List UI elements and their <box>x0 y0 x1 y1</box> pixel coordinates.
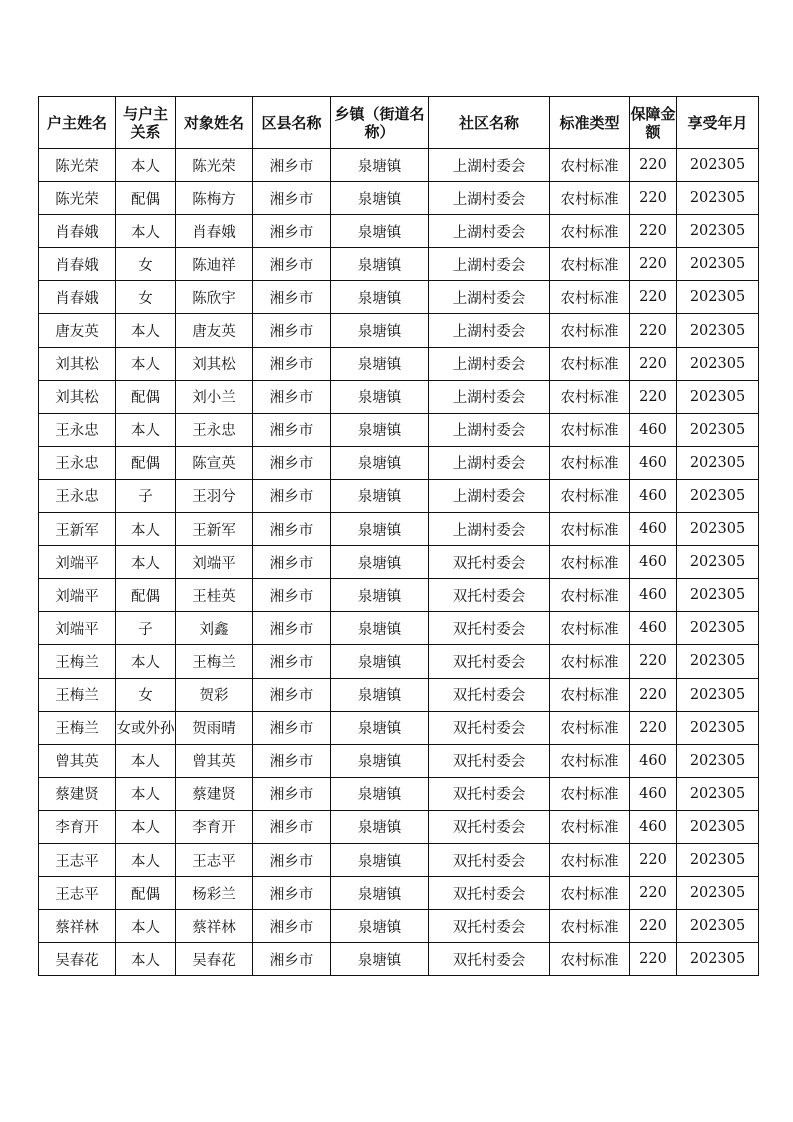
cell-community-name: 双托村委会 <box>429 777 550 810</box>
header-householder-name: 户主姓名 <box>39 97 116 149</box>
header-recipient-name: 对象姓名 <box>176 97 253 149</box>
cell-relationship: 本人 <box>116 513 176 546</box>
cell-township-name: 泉塘镇 <box>331 910 429 943</box>
table-row <box>39 248 759 281</box>
cell-benefit-month: 202305 <box>677 546 759 579</box>
cell-recipient-name: 杨彩兰 <box>176 877 253 910</box>
cell-benefit-amount: 220 <box>630 149 677 182</box>
cell-township-name: 泉塘镇 <box>331 744 429 777</box>
cell-benefit-amount: 460 <box>630 810 677 843</box>
cell-benefit-amount: 460 <box>630 579 677 612</box>
cell-benefit-month: 202305 <box>677 215 759 248</box>
cell-community-name: 双托村委会 <box>429 711 550 744</box>
cell-benefit-month: 202305 <box>677 281 759 314</box>
cell-benefit-amount: 220 <box>630 314 677 347</box>
cell-relationship: 女 <box>116 248 176 281</box>
cell-county-name: 湘乡市 <box>253 314 331 347</box>
cell-recipient-name: 唐友英 <box>176 314 253 347</box>
header-row <box>39 97 759 149</box>
cell-recipient-name: 陈欣宇 <box>176 281 253 314</box>
cell-community-name: 上湖村委会 <box>429 446 550 479</box>
cell-householder-name: 刘端平 <box>39 612 116 645</box>
cell-standard-type: 农村标准 <box>550 248 630 281</box>
cell-benefit-amount: 220 <box>630 678 677 711</box>
cell-benefit-month: 202305 <box>677 810 759 843</box>
cell-householder-name: 王梅兰 <box>39 678 116 711</box>
cell-county-name: 湘乡市 <box>253 479 331 512</box>
cell-township-name: 泉塘镇 <box>331 711 429 744</box>
cell-relationship: 女 <box>116 281 176 314</box>
cell-recipient-name: 陈迪祥 <box>176 248 253 281</box>
cell-benefit-month: 202305 <box>677 678 759 711</box>
cell-standard-type: 农村标准 <box>550 149 630 182</box>
cell-township-name: 泉塘镇 <box>331 579 429 612</box>
table-row <box>39 612 759 645</box>
cell-householder-name: 李育开 <box>39 810 116 843</box>
cell-relationship: 本人 <box>116 314 176 347</box>
cell-county-name: 湘乡市 <box>253 678 331 711</box>
cell-county-name: 湘乡市 <box>253 380 331 413</box>
header-benefit-amount: 保障金额 <box>630 97 677 149</box>
cell-community-name: 上湖村委会 <box>429 413 550 446</box>
cell-benefit-month: 202305 <box>677 843 759 876</box>
cell-county-name: 湘乡市 <box>253 182 331 215</box>
cell-township-name: 泉塘镇 <box>331 248 429 281</box>
cell-relationship: 本人 <box>116 777 176 810</box>
cell-county-name: 湘乡市 <box>253 810 331 843</box>
cell-householder-name: 刘其松 <box>39 347 116 380</box>
cell-recipient-name: 刘小兰 <box>176 380 253 413</box>
cell-benefit-amount: 460 <box>630 744 677 777</box>
cell-recipient-name: 刘鑫 <box>176 612 253 645</box>
cell-relationship: 本人 <box>116 645 176 678</box>
cell-township-name: 泉塘镇 <box>331 446 429 479</box>
cell-benefit-amount: 460 <box>630 446 677 479</box>
cell-community-name: 双托村委会 <box>429 612 550 645</box>
cell-county-name: 湘乡市 <box>253 711 331 744</box>
cell-recipient-name: 蔡建贤 <box>176 777 253 810</box>
cell-householder-name: 陈光荣 <box>39 182 116 215</box>
cell-community-name: 上湖村委会 <box>429 380 550 413</box>
cell-relationship: 子 <box>116 479 176 512</box>
cell-township-name: 泉塘镇 <box>331 347 429 380</box>
cell-benefit-month: 202305 <box>677 612 759 645</box>
cell-householder-name: 刘其松 <box>39 380 116 413</box>
cell-benefit-month: 202305 <box>677 380 759 413</box>
cell-county-name: 湘乡市 <box>253 579 331 612</box>
cell-recipient-name: 李育开 <box>176 810 253 843</box>
cell-benefit-month: 202305 <box>677 149 759 182</box>
cell-county-name: 湘乡市 <box>253 943 331 976</box>
roster-table <box>38 96 759 976</box>
cell-relationship: 本人 <box>116 347 176 380</box>
cell-standard-type: 农村标准 <box>550 413 630 446</box>
cell-county-name: 湘乡市 <box>253 910 331 943</box>
table-row <box>39 182 759 215</box>
cell-benefit-month: 202305 <box>677 413 759 446</box>
cell-benefit-amount: 460 <box>630 612 677 645</box>
cell-community-name: 双托村委会 <box>429 546 550 579</box>
cell-community-name: 双托村委会 <box>429 843 550 876</box>
cell-recipient-name: 王桂英 <box>176 579 253 612</box>
cell-benefit-amount: 220 <box>630 843 677 876</box>
cell-standard-type: 农村标准 <box>550 943 630 976</box>
cell-benefit-month: 202305 <box>677 446 759 479</box>
table-row <box>39 744 759 777</box>
cell-recipient-name: 王志平 <box>176 843 253 876</box>
header-relationship: 与户主关系 <box>116 97 176 149</box>
cell-community-name: 双托村委会 <box>429 810 550 843</box>
cell-benefit-amount: 220 <box>630 347 677 380</box>
cell-recipient-name: 贺彩 <box>176 678 253 711</box>
cell-householder-name: 王永忠 <box>39 479 116 512</box>
cell-township-name: 泉塘镇 <box>331 877 429 910</box>
cell-recipient-name: 陈梅方 <box>176 182 253 215</box>
header-benefit-month: 享受年月 <box>677 97 759 149</box>
cell-recipient-name: 贺雨晴 <box>176 711 253 744</box>
cell-benefit-amount: 220 <box>630 215 677 248</box>
cell-recipient-name: 陈宣英 <box>176 446 253 479</box>
cell-county-name: 湘乡市 <box>253 744 331 777</box>
cell-benefit-amount: 460 <box>630 479 677 512</box>
cell-relationship: 本人 <box>116 810 176 843</box>
cell-township-name: 泉塘镇 <box>331 645 429 678</box>
cell-benefit-month: 202305 <box>677 248 759 281</box>
cell-benefit-month: 202305 <box>677 943 759 976</box>
cell-householder-name: 曾其英 <box>39 744 116 777</box>
cell-relationship: 本人 <box>116 843 176 876</box>
cell-relationship: 本人 <box>116 943 176 976</box>
cell-householder-name: 肖春娥 <box>39 248 116 281</box>
cell-benefit-month: 202305 <box>677 711 759 744</box>
cell-county-name: 湘乡市 <box>253 446 331 479</box>
cell-county-name: 湘乡市 <box>253 645 331 678</box>
table-row <box>39 347 759 380</box>
cell-county-name: 湘乡市 <box>253 546 331 579</box>
table-row <box>39 479 759 512</box>
roster-body <box>39 149 759 976</box>
cell-township-name: 泉塘镇 <box>331 380 429 413</box>
table-row <box>39 380 759 413</box>
cell-community-name: 上湖村委会 <box>429 314 550 347</box>
cell-community-name: 双托村委会 <box>429 579 550 612</box>
header-community-name: 社区名称 <box>429 97 550 149</box>
table-row <box>39 215 759 248</box>
cell-relationship: 女或外孙 <box>116 711 176 744</box>
cell-township-name: 泉塘镇 <box>331 479 429 512</box>
cell-standard-type: 农村标准 <box>550 877 630 910</box>
header-county-name: 区县名称 <box>253 97 331 149</box>
table-row <box>39 513 759 546</box>
cell-recipient-name: 陈光荣 <box>176 149 253 182</box>
cell-standard-type: 农村标准 <box>550 744 630 777</box>
cell-benefit-month: 202305 <box>677 182 759 215</box>
table-row <box>39 711 759 744</box>
cell-relationship: 本人 <box>116 744 176 777</box>
cell-county-name: 湘乡市 <box>253 877 331 910</box>
cell-community-name: 上湖村委会 <box>429 513 550 546</box>
table-row <box>39 281 759 314</box>
cell-recipient-name: 刘其松 <box>176 347 253 380</box>
cell-township-name: 泉塘镇 <box>331 943 429 976</box>
cell-householder-name: 蔡建贤 <box>39 777 116 810</box>
cell-county-name: 湘乡市 <box>253 777 331 810</box>
cell-benefit-month: 202305 <box>677 777 759 810</box>
cell-standard-type: 农村标准 <box>550 281 630 314</box>
cell-householder-name: 王梅兰 <box>39 645 116 678</box>
cell-township-name: 泉塘镇 <box>331 413 429 446</box>
table-row <box>39 910 759 943</box>
cell-standard-type: 农村标准 <box>550 513 630 546</box>
table-row <box>39 446 759 479</box>
cell-benefit-amount: 220 <box>630 182 677 215</box>
cell-householder-name: 王新军 <box>39 513 116 546</box>
cell-township-name: 泉塘镇 <box>331 513 429 546</box>
cell-benefit-amount: 220 <box>630 380 677 413</box>
cell-relationship: 本人 <box>116 215 176 248</box>
cell-relationship: 本人 <box>116 910 176 943</box>
cell-township-name: 泉塘镇 <box>331 678 429 711</box>
cell-relationship: 本人 <box>116 149 176 182</box>
cell-relationship: 配偶 <box>116 446 176 479</box>
cell-recipient-name: 蔡祥林 <box>176 910 253 943</box>
cell-relationship: 配偶 <box>116 877 176 910</box>
cell-recipient-name: 刘端平 <box>176 546 253 579</box>
cell-benefit-amount: 220 <box>630 248 677 281</box>
table-row <box>39 943 759 976</box>
cell-relationship: 女 <box>116 678 176 711</box>
cell-recipient-name: 曾其英 <box>176 744 253 777</box>
cell-benefit-month: 202305 <box>677 513 759 546</box>
cell-community-name: 上湖村委会 <box>429 248 550 281</box>
cell-standard-type: 农村标准 <box>550 380 630 413</box>
cell-county-name: 湘乡市 <box>253 248 331 281</box>
cell-benefit-month: 202305 <box>677 347 759 380</box>
cell-county-name: 湘乡市 <box>253 281 331 314</box>
cell-relationship: 子 <box>116 612 176 645</box>
cell-benefit-month: 202305 <box>677 744 759 777</box>
cell-community-name: 上湖村委会 <box>429 182 550 215</box>
cell-township-name: 泉塘镇 <box>331 843 429 876</box>
cell-benefit-month: 202305 <box>677 877 759 910</box>
cell-standard-type: 农村标准 <box>550 678 630 711</box>
cell-standard-type: 农村标准 <box>550 546 630 579</box>
table-row <box>39 678 759 711</box>
table-row <box>39 579 759 612</box>
cell-benefit-amount: 460 <box>630 546 677 579</box>
table-row <box>39 314 759 347</box>
cell-standard-type: 农村标准 <box>550 645 630 678</box>
cell-community-name: 上湖村委会 <box>429 281 550 314</box>
cell-benefit-month: 202305 <box>677 910 759 943</box>
cell-community-name: 上湖村委会 <box>429 479 550 512</box>
cell-standard-type: 农村标准 <box>550 843 630 876</box>
cell-county-name: 湘乡市 <box>253 612 331 645</box>
cell-householder-name: 刘端平 <box>39 579 116 612</box>
table-row <box>39 777 759 810</box>
cell-standard-type: 农村标准 <box>550 579 630 612</box>
cell-relationship: 配偶 <box>116 182 176 215</box>
cell-recipient-name: 王羽兮 <box>176 479 253 512</box>
cell-benefit-month: 202305 <box>677 579 759 612</box>
cell-township-name: 泉塘镇 <box>331 810 429 843</box>
cell-community-name: 上湖村委会 <box>429 149 550 182</box>
cell-recipient-name: 肖春娥 <box>176 215 253 248</box>
cell-benefit-amount: 460 <box>630 777 677 810</box>
cell-township-name: 泉塘镇 <box>331 149 429 182</box>
cell-county-name: 湘乡市 <box>253 513 331 546</box>
cell-householder-name: 王志平 <box>39 877 116 910</box>
cell-benefit-month: 202305 <box>677 314 759 347</box>
cell-township-name: 泉塘镇 <box>331 777 429 810</box>
cell-householder-name: 肖春娥 <box>39 281 116 314</box>
cell-standard-type: 农村标准 <box>550 711 630 744</box>
cell-township-name: 泉塘镇 <box>331 281 429 314</box>
cell-standard-type: 农村标准 <box>550 182 630 215</box>
cell-householder-name: 王永忠 <box>39 446 116 479</box>
cell-community-name: 上湖村委会 <box>429 347 550 380</box>
table-row <box>39 413 759 446</box>
cell-benefit-amount: 220 <box>630 645 677 678</box>
cell-recipient-name: 王永忠 <box>176 413 253 446</box>
cell-benefit-amount: 460 <box>630 413 677 446</box>
cell-standard-type: 农村标准 <box>550 777 630 810</box>
cell-township-name: 泉塘镇 <box>331 215 429 248</box>
cell-standard-type: 农村标准 <box>550 347 630 380</box>
cell-standard-type: 农村标准 <box>550 446 630 479</box>
cell-standard-type: 农村标准 <box>550 314 630 347</box>
cell-householder-name: 王永忠 <box>39 413 116 446</box>
roster-sheet <box>38 96 758 976</box>
cell-township-name: 泉塘镇 <box>331 182 429 215</box>
table-row <box>39 149 759 182</box>
cell-recipient-name: 王新军 <box>176 513 253 546</box>
cell-householder-name: 王志平 <box>39 843 116 876</box>
cell-county-name: 湘乡市 <box>253 843 331 876</box>
cell-benefit-amount: 220 <box>630 877 677 910</box>
cell-householder-name: 肖春娥 <box>39 215 116 248</box>
cell-standard-type: 农村标准 <box>550 910 630 943</box>
header-township-name: 乡镇（街道名称） <box>331 97 429 149</box>
cell-householder-name: 刘端平 <box>39 546 116 579</box>
cell-relationship: 本人 <box>116 413 176 446</box>
cell-relationship: 配偶 <box>116 579 176 612</box>
table-row <box>39 810 759 843</box>
cell-relationship: 本人 <box>116 546 176 579</box>
cell-benefit-amount: 220 <box>630 943 677 976</box>
cell-township-name: 泉塘镇 <box>331 314 429 347</box>
table-row <box>39 843 759 876</box>
cell-township-name: 泉塘镇 <box>331 546 429 579</box>
cell-benefit-amount: 220 <box>630 711 677 744</box>
cell-county-name: 湘乡市 <box>253 347 331 380</box>
cell-community-name: 双托村委会 <box>429 943 550 976</box>
cell-benefit-month: 202305 <box>677 645 759 678</box>
cell-benefit-month: 202305 <box>677 479 759 512</box>
cell-recipient-name: 吴春花 <box>176 943 253 976</box>
cell-standard-type: 农村标准 <box>550 479 630 512</box>
table-row <box>39 645 759 678</box>
cell-community-name: 上湖村委会 <box>429 215 550 248</box>
cell-householder-name: 陈光荣 <box>39 149 116 182</box>
header-standard-type: 标准类型 <box>550 97 630 149</box>
cell-community-name: 双托村委会 <box>429 910 550 943</box>
cell-householder-name: 唐友英 <box>39 314 116 347</box>
cell-relationship: 配偶 <box>116 380 176 413</box>
cell-benefit-amount: 460 <box>630 513 677 546</box>
cell-householder-name: 蔡祥林 <box>39 910 116 943</box>
cell-benefit-amount: 220 <box>630 281 677 314</box>
cell-community-name: 双托村委会 <box>429 877 550 910</box>
cell-householder-name: 王梅兰 <box>39 711 116 744</box>
table-row <box>39 877 759 910</box>
cell-community-name: 双托村委会 <box>429 678 550 711</box>
cell-county-name: 湘乡市 <box>253 215 331 248</box>
cell-standard-type: 农村标准 <box>550 215 630 248</box>
cell-county-name: 湘乡市 <box>253 413 331 446</box>
cell-county-name: 湘乡市 <box>253 149 331 182</box>
cell-community-name: 双托村委会 <box>429 744 550 777</box>
table-row <box>39 546 759 579</box>
cell-community-name: 双托村委会 <box>429 645 550 678</box>
cell-standard-type: 农村标准 <box>550 612 630 645</box>
cell-township-name: 泉塘镇 <box>331 612 429 645</box>
cell-standard-type: 农村标准 <box>550 810 630 843</box>
cell-benefit-amount: 220 <box>630 910 677 943</box>
cell-householder-name: 吴春花 <box>39 943 116 976</box>
cell-recipient-name: 王梅兰 <box>176 645 253 678</box>
